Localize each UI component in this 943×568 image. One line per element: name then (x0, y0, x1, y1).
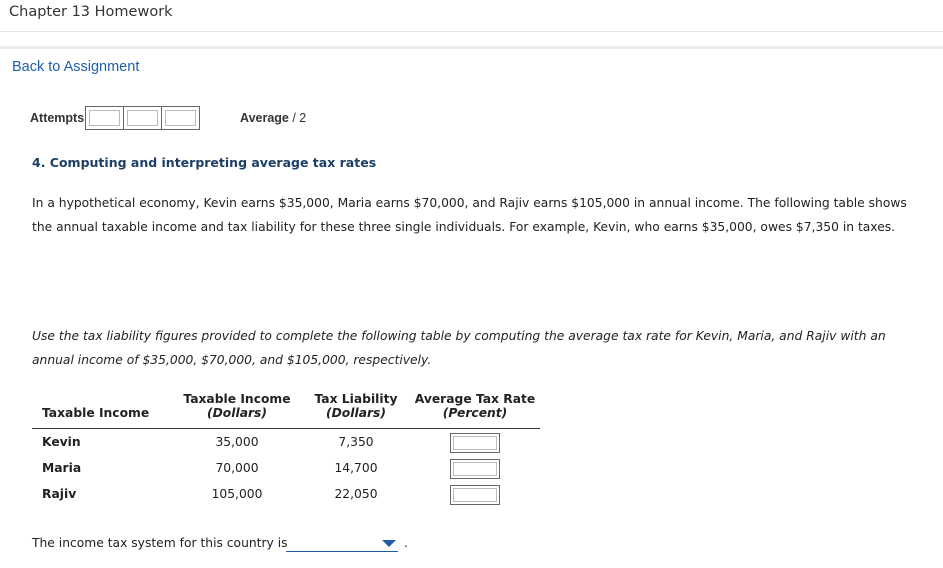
divider (0, 31, 943, 32)
attempt-box (123, 106, 162, 130)
row-income: 70,000 (215, 461, 259, 475)
back-to-assignment-link[interactable]: Back to Assignment (12, 59, 140, 75)
attempt-box (161, 106, 200, 130)
dropdown-arrow-icon (382, 540, 396, 547)
row-liability: 7,350 (338, 435, 374, 449)
table-row (32, 481, 540, 507)
kevin-avg-rate-input[interactable] (450, 433, 500, 453)
row-name: Maria (42, 461, 82, 475)
average-value: / 2 (292, 111, 307, 125)
attempts-indicator (85, 106, 200, 130)
col-header-name: Taxable Income (32, 406, 172, 429)
tax-table (32, 384, 540, 507)
question-instructions: Use the tax liability figures provided to complete the following table by computing the average tax rate for Kevin, Maria, and Rajiv with an annual income of $35,000, $70,000, and $105,000, respectively. (32, 329, 886, 367)
table-row (32, 455, 540, 481)
row-income: 35,000 (215, 435, 259, 449)
divider (0, 46, 943, 49)
question-title: 4. Computing and interpreting average tax rates (32, 155, 377, 170)
row-income: 105,000 (211, 487, 263, 501)
average-score (240, 111, 306, 125)
col-header-income: Taxable Income (183, 392, 291, 406)
row-name: Kevin (42, 435, 81, 449)
col-unit-liability: (Dollars) (302, 406, 410, 429)
maria-avg-rate-input[interactable] (450, 459, 500, 479)
attempt-box (85, 106, 124, 130)
col-header-liability: Tax Liability (314, 392, 398, 406)
average-label: Average (240, 111, 289, 125)
sentence-period: . (404, 536, 408, 550)
question-paragraph: In a hypothetical economy, Kevin earns $35,000, Maria earns $70,000, and Rajiv earns $105,000 in annual income. The following table shows the annual taxable income and tax liability for these three single individuals. For example, Kevin, who earns $35,000, owes $7,350 in taxes. (32, 196, 907, 234)
col-unit-avg-rate: (Percent) (410, 406, 540, 429)
tax-system-dropdown[interactable] (286, 533, 398, 552)
row-name: Rajiv (42, 487, 77, 501)
page-title: Chapter 13 Homework (9, 4, 173, 20)
tax-system-prompt: The income tax system for this country is (32, 536, 288, 550)
row-liability: 14,700 (334, 461, 378, 475)
rajiv-avg-rate-input[interactable] (450, 485, 500, 505)
col-unit-income: (Dollars) (172, 406, 302, 429)
attempts-label: Attempts (30, 111, 85, 125)
row-liability: 22,050 (334, 487, 378, 501)
col-header-avg-rate: Average Tax Rate (414, 392, 536, 406)
table-row (32, 429, 540, 456)
